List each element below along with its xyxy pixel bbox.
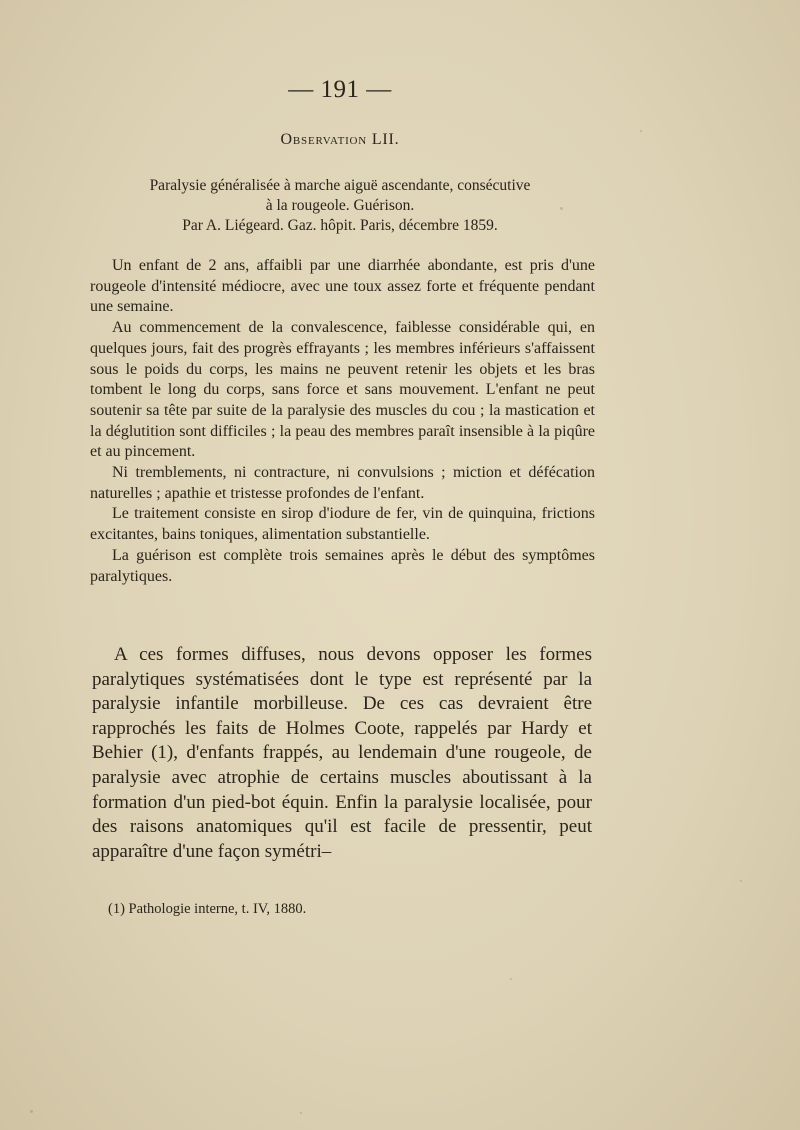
page-number: — 191 — bbox=[288, 76, 392, 103]
paper-speck bbox=[510, 978, 512, 980]
paper-speck bbox=[560, 207, 563, 210]
footnote: (1) Pathologie interne, t. IV, 1880. bbox=[108, 901, 307, 917]
main-text bbox=[92, 643, 592, 864]
observation-paragraph: Au commencement de la convalescence, faiblesse considérable qui, en quelques jours, fait des progrès effrayants ; les membres inférieurs s'affaissent sous le poids du corps, les mains ne peuvent retenir les objets et les bras tombent le long du corps, sans force et sans mouvement. L'enfant ne peut soutenir sa tête par suite de la paralysie des muscles du cou ; la mastication et la déglutition sont difficiles ; la peau des membres paraît insensible à la piqûre et au pincement. bbox=[90, 319, 595, 461]
main-paragraph: A ces formes diffuses, nous devons opposer les formes paralytiques systématisées dont le type est représenté par la paralysie infantile morbilleuse. De ces cas devraient être rapprochés les faits de Holmes Coote, rappelés par Hardy et Behier (1), d'enfants frappés, au lendemain d'une rougeole, de paralysie avec atrophie de certains muscles aboutissant à la formation d'un pied-bot équin. Enfin la paralysie localisée, pour des raisons anatomiques qu'il est facile de pressentir, peut apparaître d'une façon symétri– bbox=[92, 644, 592, 862]
observation-paragraph: Le traitement consiste en sirop d'iodure de fer, vin de quinquina, frictions excitantes, bains toniques, alimentation substantielle. bbox=[90, 505, 595, 544]
case-header-line: à la rougeole. Guérison. bbox=[265, 197, 415, 214]
paper-speck bbox=[300, 1112, 302, 1114]
observation-paragraph: Ni tremblements, ni contracture, ni convulsions ; miction et défécation naturelles ; apathie et tristesse profondes de l'enfant. bbox=[90, 464, 595, 502]
case-header-citation: Par A. Liégeard. Gaz. hôpit. Paris, décembre 1859. bbox=[182, 217, 498, 234]
paper-speck bbox=[740, 880, 742, 882]
observation-paragraph: La guérison est complète trois semaines après le début des symptômes paralytiques. bbox=[90, 546, 595, 585]
paper-speck bbox=[30, 1110, 33, 1113]
case-header bbox=[100, 176, 580, 236]
paper-speck bbox=[640, 130, 642, 132]
observation-paragraph: Un enfant de 2 ans, affaibli par une diarrhée abondante, est pris d'une rougeole d'intensité médiocre, avec une toux assez forte et fréquente pendant une semaine. bbox=[90, 257, 595, 316]
observation-title: Observation LII. bbox=[280, 131, 400, 148]
case-header-line: Paralysie généralisée à marche aiguë ascendante, consécutive bbox=[149, 177, 531, 194]
observation-body bbox=[90, 256, 595, 587]
